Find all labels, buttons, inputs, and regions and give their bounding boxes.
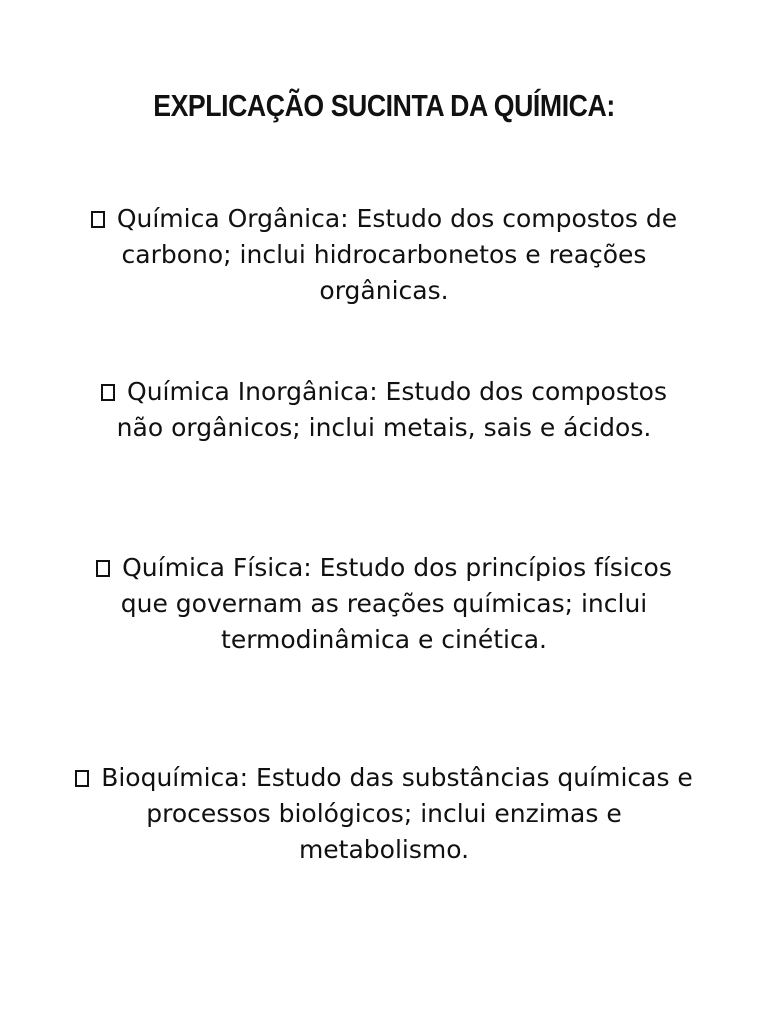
item-text: Química Física: Estudo dos princípios físicos que governam as reações químicas; inclui termodinâmica e cinética. [120,553,672,654]
list-item-quimica-fisica [84,550,684,658]
page-title: EXPLICAÇÃO SUCINTA DA QUÍMICA: [153,88,615,123]
box-icon [75,770,89,787]
box-icon [101,384,115,401]
box-icon [91,211,105,228]
item-text: Química Inorgânica: Estudo dos compostos não orgânicos; inclui metais, sais e ácidos. [116,377,667,442]
box-icon [96,560,110,577]
item-text: Bioquímica: Estudo das substâncias químicas e processos biológicos; inclui enzimas e metabolismo. [101,763,693,864]
list-item-quimica-organica [84,201,684,309]
list-item-bioquimica [74,760,694,868]
item-text: Química Orgânica: Estudo dos compostos de carbono; inclui hidrocarbonetos e reações orgânicas. [116,204,678,305]
list-item-quimica-inorganica [84,374,684,446]
